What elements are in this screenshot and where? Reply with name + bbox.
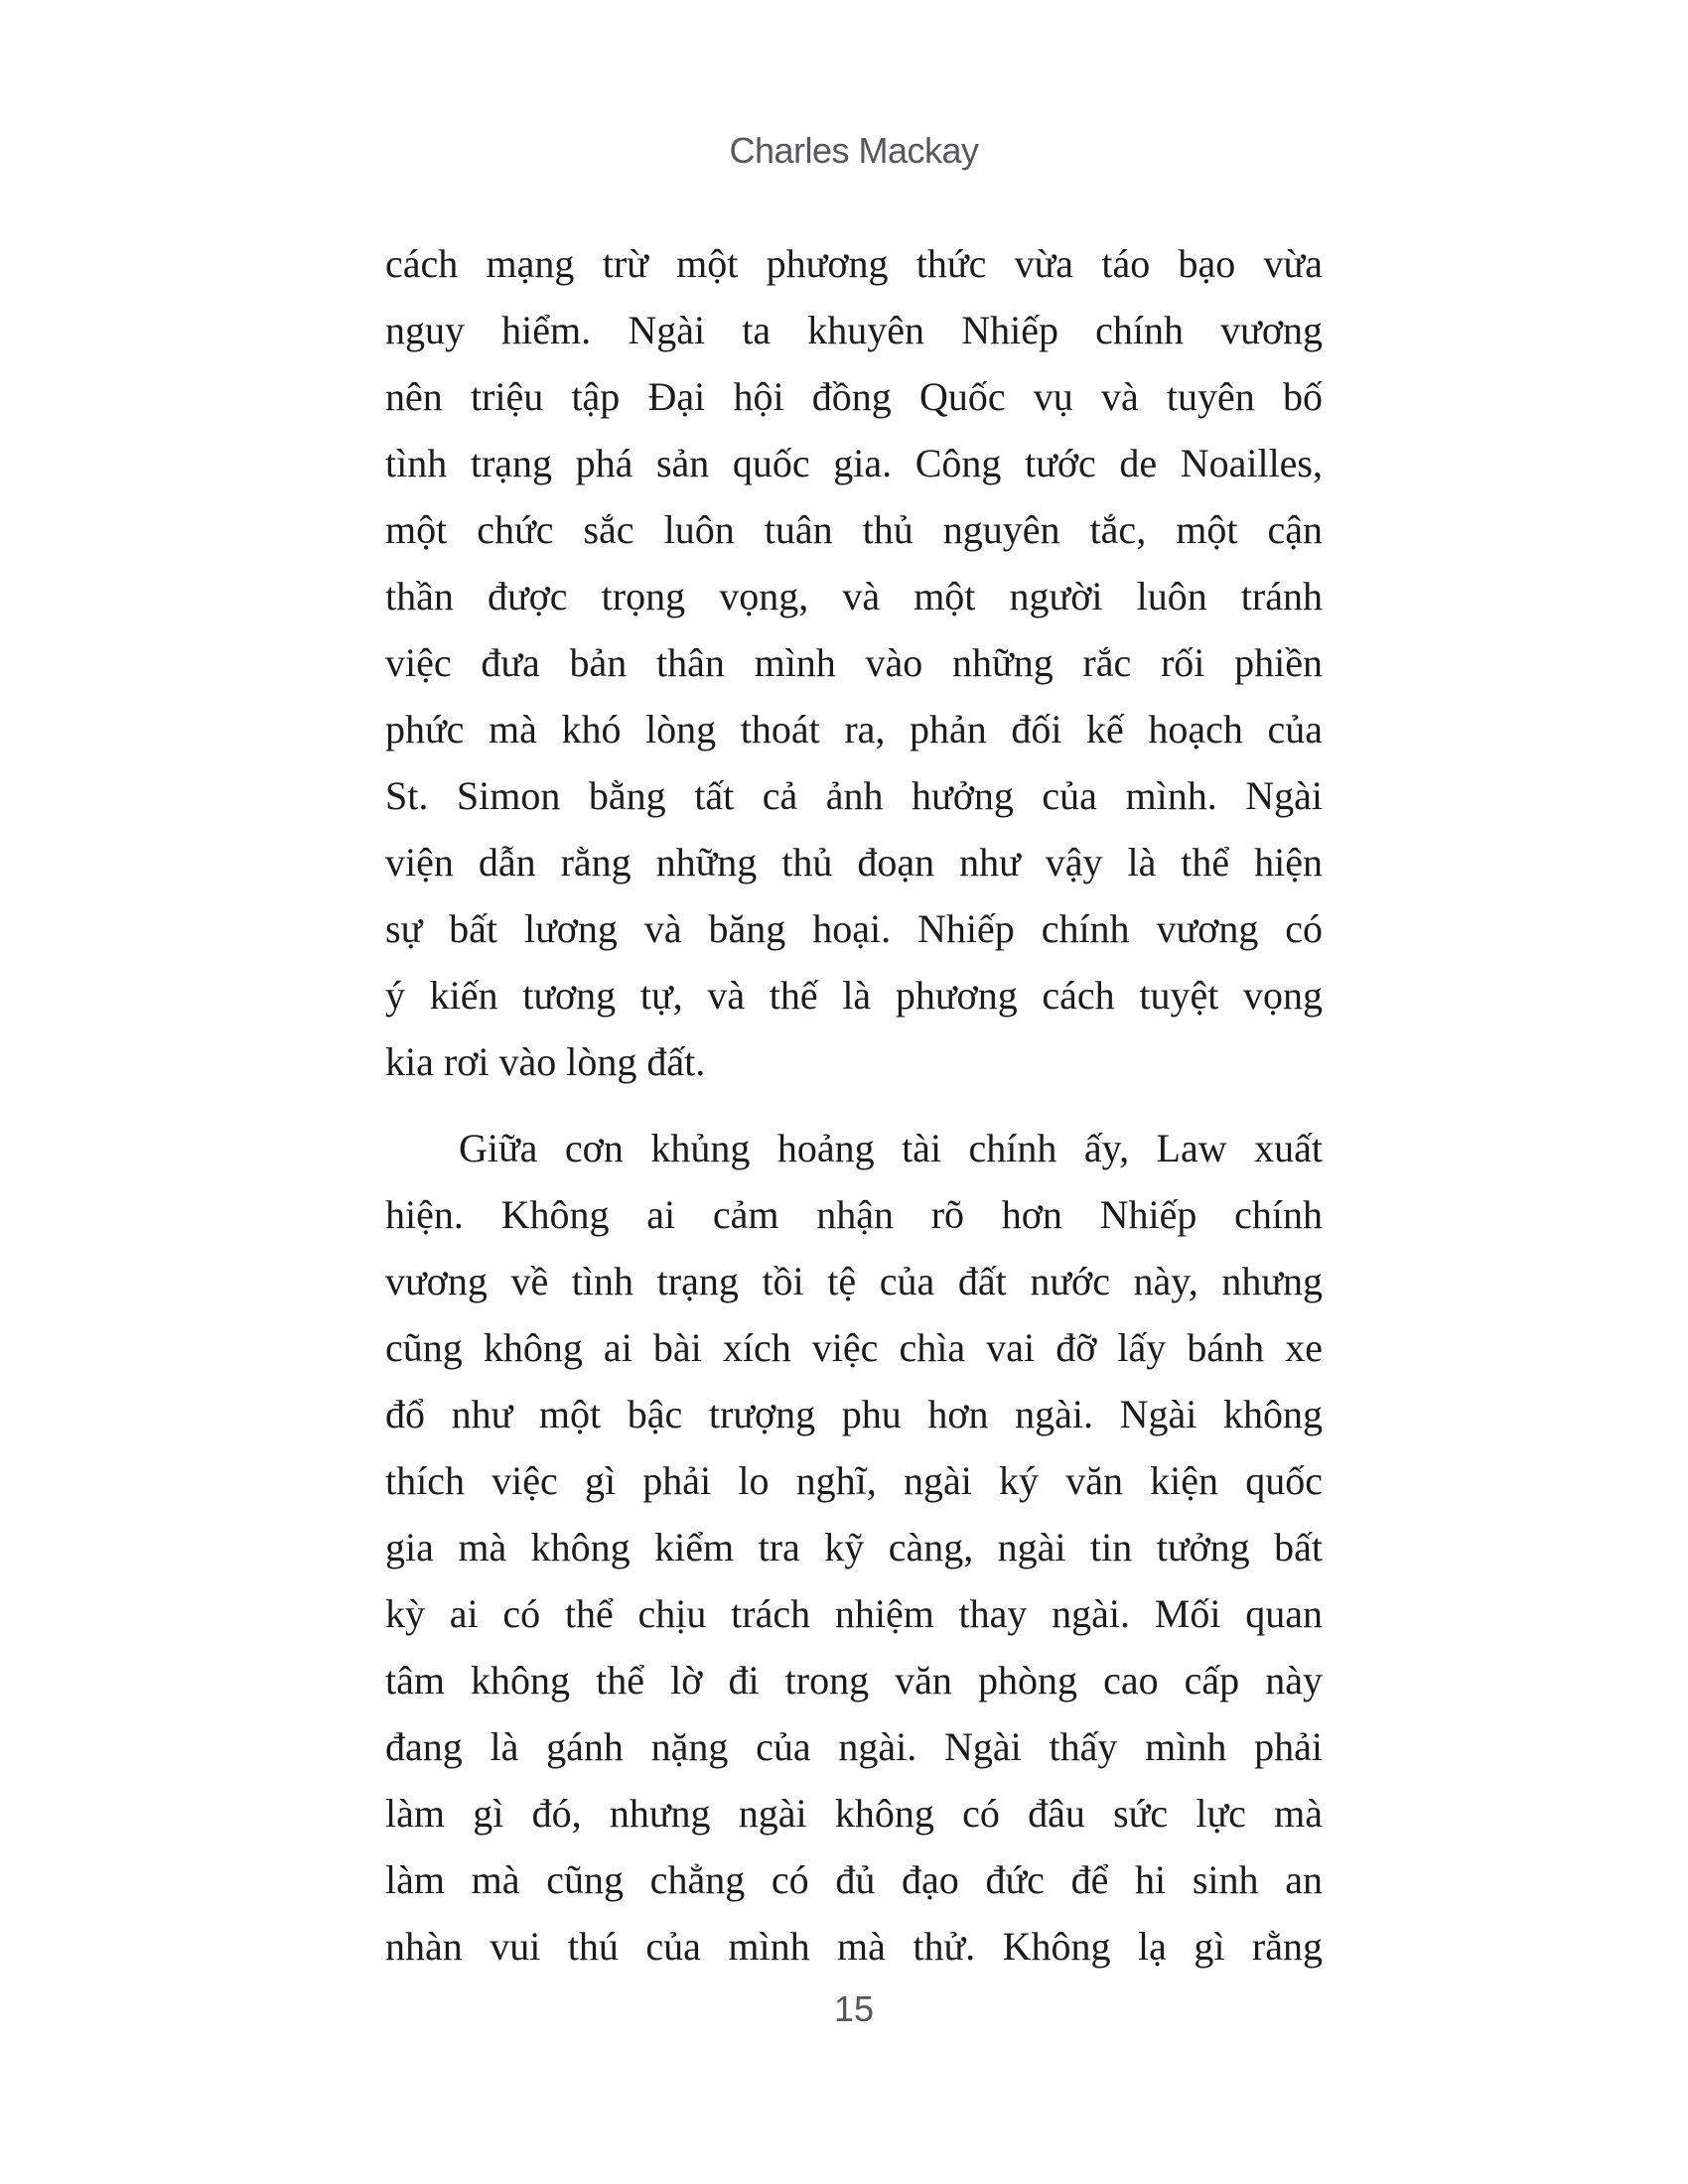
text-line: thần được trọng vọng, và một người luôn tránh xyxy=(385,574,1323,618)
text-line: nhàn vui thú của mình mà thử. Không lạ gì rằng xyxy=(385,1924,1323,1969)
text-line: phức mà khó lòng thoát ra, phản đối kế hoạch của xyxy=(385,707,1323,751)
text-line: vương về tình trạng tồi tệ của đất nước này, nhưng xyxy=(385,1259,1323,1303)
text-line: một chức sắc luôn tuân thủ nguyên tắc, một cận xyxy=(385,507,1323,552)
page-number: 15 xyxy=(833,1988,875,2029)
text-line: đang là gánh nặng của ngài. Ngài thấy mình phải xyxy=(385,1724,1323,1769)
text-line: cách mạng trừ một phương thức vừa táo bạo vừa xyxy=(385,241,1323,286)
running-head: Charles Mackay xyxy=(729,130,979,171)
text-line: làm gì đó, nhưng ngài không có đâu sức lực mà xyxy=(385,1791,1323,1836)
text-line: gia mà không kiểm tra kỹ càng, ngài tin tưởng bất xyxy=(385,1525,1323,1570)
text-line: Giữa cơn khủng hoảng tài chính ấy, Law xuất xyxy=(459,1126,1323,1170)
body-text xyxy=(385,230,1323,1979)
text-line: nên triệu tập Đại hội đồng Quốc vụ và tuyên bố xyxy=(385,374,1323,419)
text-line: việc đưa bản thân mình vào những rắc rối phiền xyxy=(385,640,1323,685)
paragraph-2 xyxy=(385,1115,1323,1979)
text-line: ý kiến tương tự, và thế là phương cách tuyệt vọng xyxy=(385,973,1323,1018)
text-line: hiện. Không ai cảm nhận rõ hơn Nhiếp chính xyxy=(385,1192,1323,1237)
text-line: nguy hiểm. Ngài ta khuyên Nhiếp chính vương xyxy=(385,308,1323,352)
text-line: cũng không ai bài xích việc chìa vai đỡ lấy bánh xe xyxy=(385,1325,1323,1370)
text-line: tình trạng phá sản quốc gia. Công tước de Noailles, xyxy=(385,441,1323,485)
text-line: đổ như một bậc trượng phu hơn ngài. Ngài không xyxy=(385,1392,1323,1436)
text-line: viện dẫn rằng những thủ đoạn như vậy là thể hiện xyxy=(385,840,1323,885)
text-line: kia rơi vào lòng đất. xyxy=(385,1039,706,1084)
paragraph-1 xyxy=(385,230,1323,1095)
text-line: thích việc gì phải lo nghĩ, ngài ký văn kiện quốc xyxy=(385,1458,1323,1503)
text-line: tâm không thể lờ đi trong văn phòng cao cấp này xyxy=(385,1658,1323,1703)
text-line: sự bất lương và băng hoại. Nhiếp chính vương có xyxy=(385,906,1323,951)
text-line: làm mà cũng chẳng có đủ đạo đức để hi sinh an xyxy=(385,1857,1323,1902)
text-line: St. Simon bằng tất cả ảnh hưởng của mình. Ngài xyxy=(385,773,1323,818)
text-line: kỳ ai có thể chịu trách nhiệm thay ngài. Mối quan xyxy=(385,1591,1323,1636)
